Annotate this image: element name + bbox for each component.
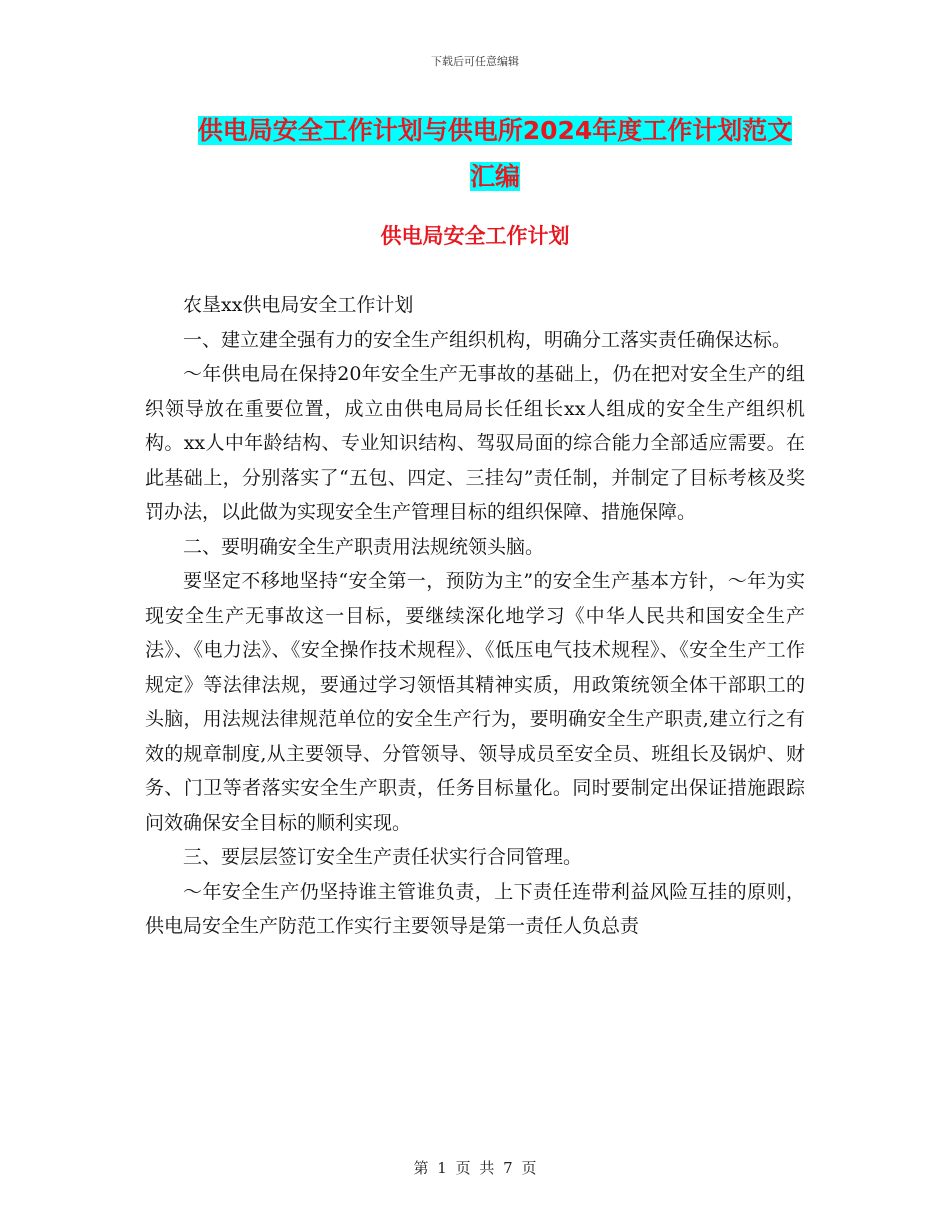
paragraph-4: 二、要明确安全生产职责用法规统领头脑。 xyxy=(183,535,545,558)
document-body xyxy=(145,288,805,944)
paragraph-5: 要坚定不移地坚持“安全第一，预防为主”的安全生产基本方针，～年为实现安全生产无事故这一目标，要继续深化地学习《中华人民共和国安全生产法》、《电力法》、《安全操作技术规程》、《低压电气技术规程》、《安全生产工作规定》等法律法规，要通过学习领悟其精神实质，用政策统领全体干部职工的头脑，用法规法律规范单位的安全生产行为，要明确安全生产职责,建立行之有效的规章制度,从主要领导、分管领导、领导成员至安全员、班组长及锅炉、财务、门卫等者落实安全生产职责，任务目标量化。同时要制定出保证措施跟踪问效确保安全目标的顺利实现。 xyxy=(145,570,805,834)
header-note: 下载后可任意编辑 xyxy=(431,55,519,68)
document-title-line-2: 汇编 xyxy=(469,162,520,191)
document-title-line-1: 供电局安全工作计划与供电所2024年度工作计划范文 xyxy=(197,116,793,145)
paragraph-3: ～年供电局在保持20年安全生产无事故的基础上，仍在把对安全生产的组织领导放在重要位置，成立由供电局局长任组长xx人组成的安全生产组织机构。xx人中年龄结构、专业知识结构、驾驭局面的综合能力全部适应需要。在此基础上，分别落实了“五包、四定、三挂勾”责任制，并制定了目标考核及奖罚办法，以此做为实现安全生产管理目标的组织保障、措施保障。 xyxy=(145,363,805,523)
section-title: 供电局安全工作计划 xyxy=(380,224,570,248)
page-number-footer: 第 1 页 共 7 页 xyxy=(413,1159,537,1177)
paragraph-6: 三、要层层签订安全生产责任状实行合同管理。 xyxy=(183,846,583,868)
paragraph-2: 一、建立建全强有力的安全生产组织机构，明确分工落实责任确保达标。 xyxy=(183,328,792,351)
paragraph-1: 农垦xx供电局安全工作计划 xyxy=(183,294,414,316)
paragraph-7: ～年安全生产仍坚持谁主管谁负责，上下责任连带利益风险互挂的原则，供电局安全生产防范工作实行主要领导是第一责任人负总责 xyxy=(145,880,805,937)
document-title xyxy=(145,108,845,200)
